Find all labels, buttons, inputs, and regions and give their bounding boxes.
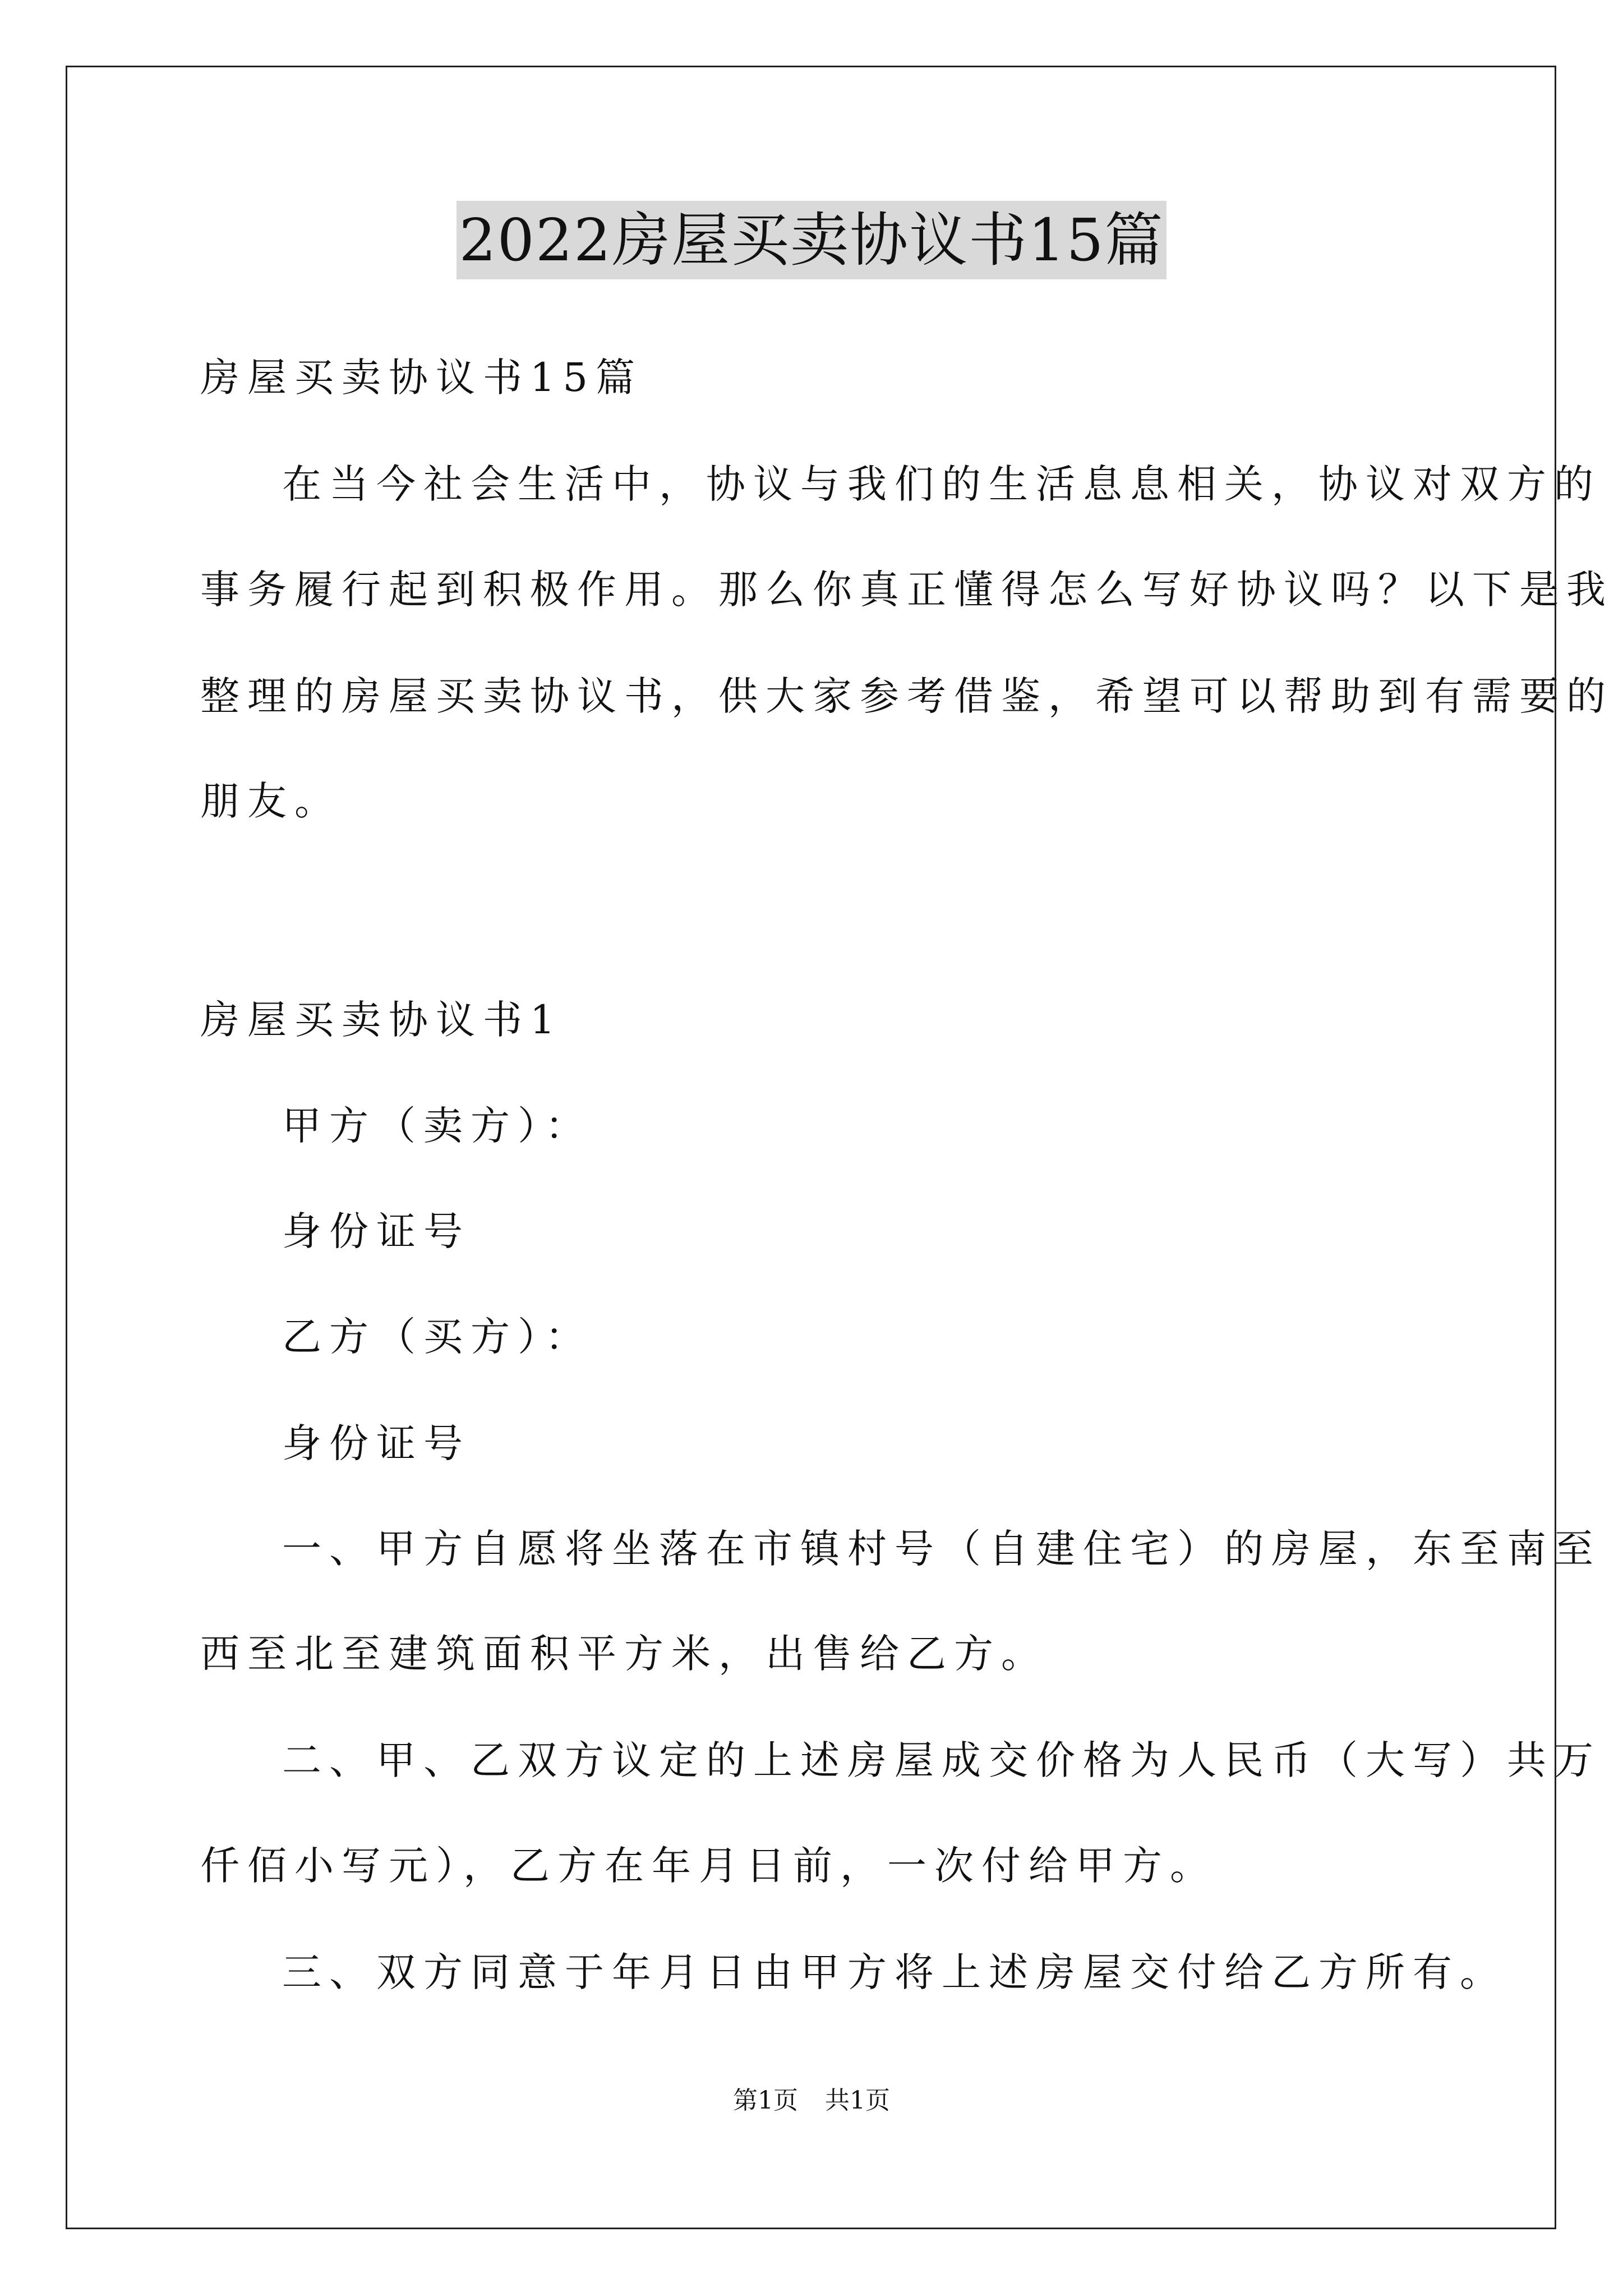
paragraph-line: 甲方（卖方）： — [282, 1103, 592, 1149]
paragraph-line: 朋友。 — [200, 778, 342, 824]
paragraph-line: 一、甲方自愿将坐落在市镇村号（自建住宅）的房屋，东至南至 — [282, 1526, 1601, 1572]
subtitle-line: 房屋买卖协议书15篇 — [200, 355, 643, 401]
document-title: 2022房屋买卖协议书15篇 — [457, 201, 1166, 279]
paragraph-line: 身份证号 — [282, 1208, 471, 1254]
paragraph-line: 身份证号 — [282, 1420, 471, 1466]
page-footer — [0, 2084, 1623, 2118]
page-number: 第1页 — [733, 2086, 798, 2115]
paragraph-line: 整理的房屋买卖协议书，供大家参考借鉴，希望可以帮助到有需要的 — [200, 673, 1613, 719]
paragraph-line: 在当今社会生活中，协议与我们的生活息息相关，协议对双方的 — [282, 461, 1601, 507]
paragraph-line: 仟佰小写元），乙方在年月日前，一次付给甲方。 — [200, 1843, 1217, 1889]
title-container — [0, 201, 1623, 279]
page-total: 共1页 — [825, 2086, 890, 2115]
paragraph-line: 事务履行起到积极作用。那么你真正懂得怎么写好协议吗？以下是我 — [200, 567, 1613, 613]
paragraph-line: 二、甲、乙双方议定的上述房屋成交价格为人民币（大写）共万 — [282, 1737, 1601, 1783]
paragraph-line: 三、双方同意于年月日由甲方将上述房屋交付给乙方所有。 — [282, 1949, 1507, 1995]
paragraph-line: 西至北至建筑面积平方米，出售给乙方。 — [200, 1631, 1048, 1677]
section-heading: 房屋买卖协议书1 — [200, 997, 563, 1043]
paragraph-line: 乙方（买方）： — [282, 1314, 592, 1360]
